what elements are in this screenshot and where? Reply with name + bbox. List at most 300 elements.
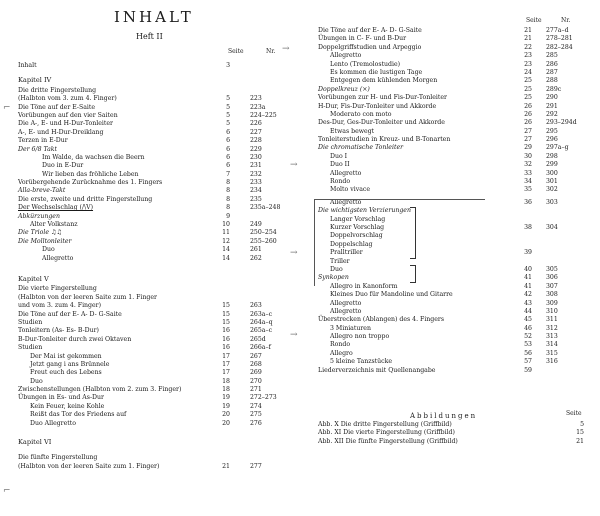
toc-entry-title: Duo II (330, 161, 350, 169)
toc-entry-title: Allegretto (330, 198, 362, 206)
toc-entry (18, 104, 298, 112)
toc-entry (318, 308, 598, 316)
toc-entry-title: (Halbton von der leeren Saite zum 1. Finger (18, 293, 158, 301)
illustrations-title: Abbildungen (410, 412, 478, 420)
toc-entry-title: Allegretto (42, 254, 74, 262)
toc-entry-number: 312 (546, 324, 558, 332)
toc-entry-page: 56 (524, 349, 532, 357)
toc-entry-page: 14 (222, 246, 230, 254)
toc-entry (18, 311, 298, 319)
toc-entry-page: 21 (524, 35, 532, 43)
toc-entry-title: Studien (18, 344, 43, 352)
toc-entry-title: Rondo (330, 178, 351, 186)
right-nr-header: Nr. (561, 17, 571, 24)
left-nr-header: Nr. (266, 48, 276, 55)
toc-entry-number: 291 (546, 102, 558, 110)
toc-entry (318, 170, 598, 178)
toc-entry-title: (Halbton von der leeren Saite zum 1. Finger) (18, 462, 160, 470)
toc-entry (18, 146, 298, 154)
toc-entry-page: 42 (524, 291, 532, 299)
margin-arrow-icon: → (290, 330, 298, 340)
toc-entry-title: Kapitel V (18, 274, 49, 283)
toc-entry-number: 227 (250, 128, 262, 136)
toc-entry-title: Vorübungen zur H- und Fis-Dur-Tonleiter (318, 94, 447, 102)
toc-entry (18, 386, 298, 394)
toc-entry (18, 394, 298, 402)
toc-entry-title: Die Triole ♫♫ (18, 229, 63, 237)
toc-entry-number: 289c (546, 85, 562, 93)
toc-entry-title: Die wichtigsten Verzierungen (318, 207, 411, 215)
toc-entry-title: Allegretto (330, 299, 362, 307)
margin-mark: ⌐ (3, 103, 11, 113)
toc-entry-title: Alla-breve-Takt (18, 187, 66, 195)
toc-entry (18, 129, 298, 137)
toc-entry-number: 297a–g (546, 144, 569, 152)
toc-entry-title: Die Töne auf der E-Saite (18, 103, 96, 111)
toc-entry-title: Allegretto (330, 169, 362, 177)
toc-entry-title: Jetzt gang i ans Brünnele (30, 360, 110, 368)
toc-entry-title: Tonleiterstudien in Kreuz- und B-Tonarten (318, 136, 451, 144)
toc-entry (18, 454, 298, 462)
toc-entry-number: 309 (546, 299, 558, 307)
toc-entry (318, 367, 598, 375)
toc-entry (318, 341, 598, 349)
toc-left-column (18, 58, 298, 471)
toc-entry-number: 231 (250, 162, 262, 170)
toc-entry-page: 21 (524, 27, 532, 34)
toc-entry-title: Doppelschlag (330, 240, 373, 248)
toc-entry-page: 6 (226, 162, 230, 170)
toc-entry-title: Die Töne auf der E- A- D- G-Saite (318, 27, 422, 34)
toc-entry-number: 233 (250, 179, 262, 187)
toc-entry-page: 27 (524, 127, 532, 135)
toc-entry-title: Die chromatische Tonleiter (318, 144, 404, 152)
left-seite-header: Seite (228, 48, 244, 55)
toc-entry (318, 86, 598, 94)
toc-entry (18, 137, 298, 145)
toc-entry-page: 17 (222, 360, 230, 368)
toc-entry-page: 34 (524, 178, 532, 186)
toc-entry-page: 15 (222, 318, 230, 326)
toc-entry-number: 268 (250, 360, 262, 368)
ornaments-frame (314, 199, 485, 286)
toc-entry-number: 267 (250, 352, 262, 360)
toc-entry-page: 44 (524, 307, 532, 315)
toc-entry-number: 270 (250, 377, 262, 385)
toc-entry-title: Kapitel IV (18, 76, 52, 85)
toc-entry-title: Duo (42, 246, 55, 254)
toc-entry-page: 25 (524, 77, 532, 85)
toc-entry-page: 46 (524, 324, 532, 332)
toc-entry-title: Doppelkreuz (×) (318, 85, 370, 93)
toc-entry-number: 287 (546, 68, 558, 76)
toc-entry-number: 302 (546, 186, 558, 194)
toc-entry-page: 39 (524, 249, 532, 257)
toc-entry (318, 300, 598, 308)
toc-entry (18, 162, 298, 170)
toc-entry (318, 61, 598, 69)
toc-entry-page: 35 (524, 186, 532, 194)
toc-entry-title: Die A-, E- und H-Dur-Tonleiter (18, 120, 113, 128)
illustration-page: 15 (576, 429, 584, 437)
toc-entry (318, 27, 598, 35)
toc-entry-title: Langer Vorschlag (330, 215, 386, 223)
margin-arrow-icon: → (290, 160, 298, 170)
toc-entry (318, 358, 598, 366)
toc-entry-page: 5 (226, 95, 230, 103)
toc-entry (318, 35, 598, 43)
toc-entry-title: Kein Feuer, keine Kohle (30, 402, 105, 410)
toc-entry-number: 224–225 (250, 111, 277, 119)
toc-entry-title: Des-Dur, Ges-Dur-Tonleiter und Akkorde (318, 119, 445, 127)
toc-entry-number: 271 (250, 386, 262, 394)
toc-entry (18, 171, 298, 179)
toc-entry-number: 293–294d (546, 119, 577, 127)
toc-entry (18, 420, 298, 428)
illustration-title: Abb. XI Die vierte Fingerstellung (Griffbild) (318, 429, 455, 437)
toc-entry (18, 62, 298, 70)
toc-entry-page: 23 (524, 52, 532, 60)
toc-entry-page: 6 (226, 145, 230, 153)
toc-entry (18, 238, 298, 246)
toc-entry-page: 6 (226, 137, 230, 145)
toc-entry (18, 411, 298, 419)
toc-entry-page: 29 (524, 144, 532, 152)
toc-entry-page: 8 (226, 195, 230, 203)
toc-entry-page: 30 (524, 152, 532, 160)
toc-entry-number: 249 (250, 221, 262, 229)
toc-entry-title: Kurzer Vorschlag (330, 223, 385, 231)
toc-entry-page: 8 (226, 204, 230, 212)
toc-entry-title: Molto vivace (330, 186, 371, 194)
toc-entry-number: 278–281 (546, 35, 573, 43)
toc-entry-title: Triller (330, 257, 350, 265)
toc-entry (318, 161, 598, 169)
toc-entry-page: 9 (226, 212, 230, 220)
toc-entry-title: Kapitel VI (18, 438, 52, 447)
toc-entry-title: Pralltriller (330, 249, 363, 257)
toc-entry-number: 304 (546, 223, 558, 231)
toc-entry-page: 15 (222, 302, 230, 310)
toc-entry-number: 307 (546, 282, 558, 290)
toc-entry-title: Es kommen die lustigen Tage (330, 68, 423, 76)
toc-entry-number: 230 (250, 153, 262, 161)
toc-entry-title: Freut euch des Lebens (30, 369, 102, 377)
toc-entry-number: 272–273 (250, 394, 277, 402)
toc-entry-page: 25 (524, 94, 532, 102)
toc-entry-title: Allegro (330, 349, 353, 357)
toc-entry-title: Abkürzungen (18, 212, 60, 220)
toc-entry (318, 119, 598, 127)
toc-entry-number: 299 (546, 161, 558, 169)
toc-entry-title: A-, E- und H-Dur-Dreiklang (18, 128, 104, 136)
toc-entry-page: 57 (524, 358, 532, 366)
toc-entry-page: 21 (222, 462, 230, 470)
toc-entry-number: 310 (546, 307, 558, 315)
toc-entry-title: Duo I (330, 152, 348, 160)
toc-entry (18, 255, 298, 263)
toc-entry-number: 277a–d (546, 27, 569, 34)
toc-entry (318, 350, 598, 358)
toc-entry-title: Doppelvorschlag (330, 232, 383, 240)
toc-entry-page: 3 (226, 62, 230, 69)
toc-entry-page: 45 (524, 316, 532, 324)
toc-entry-number: 315 (546, 349, 558, 357)
toc-entry (318, 316, 598, 324)
toc-entry-page: 32 (524, 161, 532, 169)
toc-entry-title: Der Wechselschlag (/\V) (18, 204, 94, 212)
toc-entry (18, 213, 298, 221)
toc-entry-page: 16 (222, 327, 230, 335)
illustration-page: 21 (576, 437, 584, 445)
toc-entry-number: 286 (546, 60, 558, 68)
toc-entry-page: 16 (222, 335, 230, 343)
toc-entry-number: 229 (250, 145, 262, 153)
toc-entry (18, 229, 298, 237)
toc-entry (18, 438, 298, 446)
toc-entry-number: 274 (250, 402, 262, 410)
illustration-entry (318, 421, 588, 429)
toc-entry-title: 5 kleine Tanzstücke (330, 358, 392, 366)
toc-entry-number: 301 (546, 178, 558, 186)
toc-entry-title: Allegro non troppo (330, 333, 390, 341)
subtitle: Heft II (136, 32, 163, 41)
toc-entry-title: Inhalt (18, 62, 37, 69)
right-seite-header: Seite (526, 17, 542, 24)
toc-entry-title: (Halbton vom 3. zum 4. Finger) (18, 95, 117, 103)
illustrations-seite-header: Seite (566, 410, 582, 417)
toc-entry (18, 302, 298, 310)
toc-entry-title: Reißt das Tor des Friedens auf (30, 411, 127, 419)
illustration-title: Abb. XII Die fünfte Fingerstellung (Griffbild) (318, 437, 458, 445)
illustrations-list (318, 421, 588, 446)
toc-entry-page: 23 (524, 60, 532, 68)
toc-entry-title: Die Molltonleiter (18, 237, 72, 245)
toc-entry (18, 285, 298, 293)
toc-entry-title: Liederverzeichnis mit Quellenangabe (318, 366, 436, 374)
toc-entry-title: Die erste, zweite und dritte Fingerstellung (18, 195, 153, 203)
toc-entry-page: 24 (524, 68, 532, 76)
toc-entry (318, 153, 598, 161)
toc-entry (318, 186, 598, 194)
toc-entry (18, 353, 298, 361)
illustration-entry (318, 429, 588, 437)
toc-entry-number: 314 (546, 341, 558, 349)
toc-entry (18, 327, 298, 335)
toc-entry-page: 25 (524, 85, 532, 93)
toc-entry-title: Im Walde, da wachsen die Beern (42, 153, 145, 161)
toc-entry (318, 144, 598, 152)
toc-entry-number: 263 (250, 302, 262, 310)
toc-entry-page: 40 (524, 265, 532, 273)
toc-entry-title: Überstrecken (Ablangen) des 4. Fingers (318, 316, 445, 324)
toc-entry-number: 311 (546, 316, 558, 324)
toc-entry-title: und vom 3. zum 4. Finger) (18, 302, 102, 310)
illustration-title: Abb. X Die dritte Fingerstellung (Griffbild) (318, 421, 452, 428)
toc-entry-title: Die Töne auf der E- A- D- G-Saite (18, 310, 122, 318)
toc-entry-title: Übungen in Es- und As-Dur (18, 394, 104, 402)
toc-entry-title: Wir lieben das fröhliche Leben (42, 170, 139, 178)
toc-entry-title: Moderato con moto (330, 110, 392, 118)
toc-entry-number: 255–260 (250, 237, 277, 245)
toc-entry-number: 285 (546, 52, 558, 60)
toc-entry-title: Kleines Duo für Mandoline und Gitarre (330, 291, 453, 299)
brace-bracket (410, 207, 416, 259)
toc-entry-title: Vorübungen auf den vier Saiten (18, 111, 118, 119)
toc-entry-title: Die fünfte Fingerstellung (18, 454, 98, 462)
toc-entry (18, 361, 298, 369)
toc-entry-page: 8 (226, 179, 230, 187)
toc-entry-page: 26 (524, 110, 532, 118)
toc-entry (318, 136, 598, 144)
toc-entry-page: 53 (524, 341, 532, 349)
toc-entry (18, 179, 298, 187)
toc-entry-title: Der Mai ist gekommen (30, 352, 102, 360)
page-title: INHALT (114, 8, 194, 26)
toc-entry-number: 288 (546, 77, 558, 85)
toc-entry-title: Synkopen (318, 274, 349, 282)
toc-entry (18, 403, 298, 411)
toc-entry-page: 20 (222, 419, 230, 427)
toc-entry (18, 120, 298, 128)
toc-entry-number: 290 (546, 94, 558, 102)
toc-entry-page: 18 (222, 386, 230, 394)
toc-entry (18, 369, 298, 377)
toc-entry-number: 234 (250, 187, 262, 195)
toc-entry-page: 6 (226, 128, 230, 136)
toc-entry (318, 44, 598, 52)
toc-entry-title: Duo in E-Dur (42, 162, 84, 170)
toc-entry-number: 263a–c (250, 310, 273, 318)
toc-entry (18, 196, 298, 204)
toc-entry (18, 319, 298, 327)
toc-entry-page: 20 (222, 411, 230, 419)
toc-entry-page: 5 (226, 111, 230, 119)
toc-entry-page: 16 (222, 344, 230, 352)
toc-entry-title: Vorübergehende Zurücknahme des 1. Fingers (18, 179, 163, 187)
toc-entry-page: 33 (524, 169, 532, 177)
toc-entry-page: 43 (524, 299, 532, 307)
margin-arrow-icon: → (282, 44, 290, 54)
toc-entry-title: Studien (18, 318, 43, 326)
toc-entry-title: Alter Volkstanz (30, 221, 78, 229)
toc-entry-number: 306 (546, 274, 558, 282)
toc-entry (18, 204, 298, 212)
toc-entry (318, 52, 598, 60)
toc-entry (18, 154, 298, 162)
illustration-page: 5 (580, 421, 584, 428)
toc-entry-title: Tonleitern (As- Es- B-Dur) (18, 327, 99, 335)
toc-entry (318, 111, 598, 119)
illustration-entry (318, 438, 588, 446)
toc-entry-number: 226 (250, 120, 262, 128)
toc-entry (18, 221, 298, 229)
toc-entry-number: 276 (250, 419, 262, 427)
toc-entry-page: 52 (524, 333, 532, 341)
toc-entry-number: 266a–f (250, 344, 271, 352)
toc-entry-page: 11 (222, 229, 230, 237)
toc-entry-page: 26 (524, 102, 532, 110)
toc-entry-page: 17 (222, 352, 230, 360)
toc-entry-title: Allegretto (330, 52, 362, 60)
toc-entry (318, 128, 598, 136)
toc-entry-title: Rondo (330, 341, 351, 349)
toc-entry-number: 264a–q (250, 318, 273, 326)
toc-entry (18, 294, 298, 302)
toc-entry-title: Der 6/8 Takt (18, 145, 58, 153)
toc-entry-page: 15 (222, 310, 230, 318)
toc-entry-page: 7 (226, 170, 230, 178)
toc-entry-title: Übungen in C- F- und B-Dur (318, 35, 407, 43)
toc-entry-page: 41 (524, 274, 532, 282)
toc-entry-page: 19 (222, 402, 230, 410)
toc-entry-page: 59 (524, 366, 532, 374)
toc-entry-number: 308 (546, 291, 558, 299)
toc-entry (18, 95, 298, 103)
toc-entry (318, 94, 598, 102)
toc-entry-page: 5 (226, 103, 230, 111)
toc-entry-page: 19 (222, 394, 230, 402)
toc-entry (18, 187, 298, 195)
toc-entry (18, 112, 298, 120)
toc-entry-page: 8 (226, 187, 230, 195)
toc-entry-page: 17 (222, 369, 230, 377)
toc-entry (318, 178, 598, 186)
toc-entry-title: 3 Miniaturen (330, 324, 371, 332)
toc-entry-number: 265d (250, 335, 266, 343)
toc-entry-number: 250–254 (250, 229, 277, 237)
toc-entry (318, 325, 598, 333)
toc-entry (18, 344, 298, 352)
toc-entry (318, 69, 598, 77)
toc-entry-page: 18 (222, 377, 230, 385)
brace-bracket (410, 265, 416, 283)
toc-entry-number: 277 (250, 462, 262, 470)
toc-entry-number: 282–284 (546, 43, 573, 51)
toc-entry-title: B-Dur-Tonleiter durch zwei Oktaven (18, 335, 132, 343)
toc-entry (318, 103, 598, 111)
toc-entry-title: Die vierte Fingerstellung (18, 285, 97, 293)
toc-entry-page: 26 (524, 119, 532, 127)
toc-entry-title: Duo (330, 265, 343, 273)
toc-entry-page: 14 (222, 254, 230, 262)
toc-entry-title: Etwas bewegt (330, 127, 375, 135)
toc-entry (18, 87, 298, 95)
toc-entry-number: 303 (546, 198, 558, 206)
toc-entry-number: 313 (546, 333, 558, 341)
toc-entry-number: 235 (250, 195, 262, 203)
toc-entry-number: 235a–248 (250, 204, 281, 212)
toc-entry-number: 232 (250, 170, 262, 178)
toc-entry-number: 296 (546, 136, 558, 144)
toc-entry-page: 12 (222, 237, 230, 245)
toc-entry-page: 6 (226, 153, 230, 161)
toc-entry-title: Zwischenstellungen (Halbton vom 2. zum 3. Finger) (18, 386, 182, 394)
toc-entry (18, 275, 298, 283)
toc-entry-page: 38 (524, 223, 532, 231)
toc-entry-page: 41 (524, 282, 532, 290)
toc-entry-number: 298 (546, 152, 558, 160)
toc-entry (318, 333, 598, 341)
toc-entry (18, 378, 298, 386)
toc-entry (18, 463, 298, 471)
toc-entry-number: 265a–c (250, 327, 273, 335)
toc-entry-title: Duo Allegretto (30, 419, 77, 427)
toc-entry-page: 22 (524, 43, 532, 51)
margin-arrow-icon: → (290, 248, 298, 258)
toc-entry (18, 246, 298, 254)
toc-entry-title: Die dritte Fingerstellung (18, 86, 97, 94)
